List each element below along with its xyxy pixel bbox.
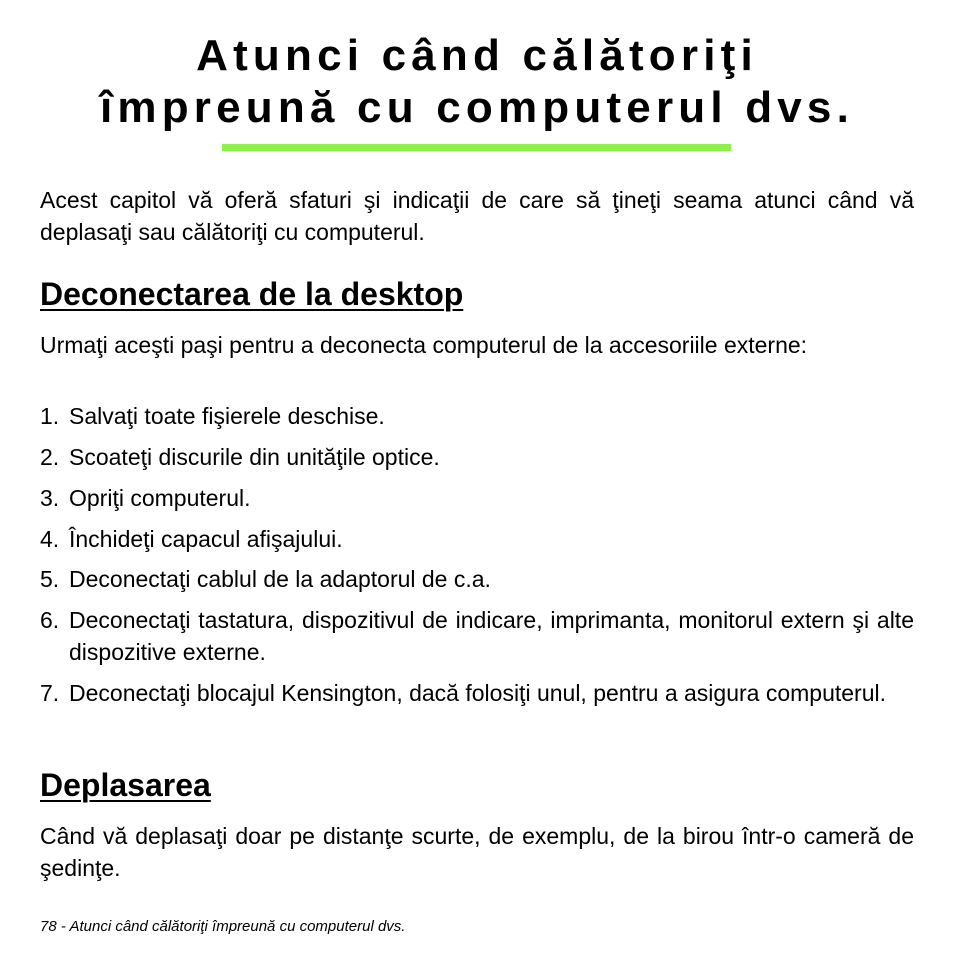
section-heading-travel: Deplasarea <box>40 767 211 803</box>
list-item-text: Deconectaţi cablul de la adaptorul de c.a. <box>69 566 491 592</box>
list-item-number: 2. <box>40 444 60 470</box>
list-item <box>40 563 914 595</box>
list-item <box>40 523 914 555</box>
list-item-number: 4. <box>40 526 60 552</box>
section-heading-block <box>40 275 914 313</box>
list-item <box>40 677 914 709</box>
intro-paragraph-block <box>40 184 914 248</box>
page-title-line-2: împreună cu computerul dvs. <box>99 83 855 132</box>
title-underline-bar <box>222 144 731 151</box>
section-lead-block <box>40 329 914 361</box>
section-heading-disconnect: Deconectarea de la desktop <box>40 276 464 312</box>
list-item <box>40 604 914 668</box>
list-item-number: 6. <box>40 607 60 633</box>
list-item-text: Opriţi computerul. <box>69 485 251 511</box>
list-item-text: Salvaţi toate fişierele deschise. <box>69 403 385 429</box>
intro-paragraph: Acest capitol vă oferă sfaturi şi indicaţii de care să ţineţi seama atunci când vă deplasaţi sau călătoriţi cu computerul. <box>40 187 914 245</box>
section2-heading-block <box>40 766 914 804</box>
page-title <box>40 30 914 134</box>
list-item <box>40 400 914 432</box>
list-item-number: 7. <box>40 680 60 706</box>
section-lead-paragraph: Urmaţi aceşti paşi pentru a deconecta computerul de la accesoriile externe: <box>40 332 808 358</box>
page-title-line-1: Atunci când călătoriţi <box>196 31 758 80</box>
list-item <box>40 482 914 514</box>
page-footer: 78 - Atunci când călătoriţi împreună cu computerul dvs. <box>40 918 406 935</box>
list-item <box>40 441 914 473</box>
list-item-text: Deconectaţi blocajul Kensington, dacă folosiţi unul, pentru a asigura computerul. <box>69 680 886 706</box>
list-item-number: 1. <box>40 403 60 429</box>
list-item-number: 5. <box>40 566 60 592</box>
section2-paragraph-block <box>40 820 914 884</box>
list-item-text: Închideţi capacul afişajului. <box>69 526 343 552</box>
section2-paragraph: Când vă deplasaţi doar pe distanţe scurte, de exemplu, de la birou într-o cameră de şedinţe. <box>40 823 914 881</box>
list-item-text: Scoateţi discurile din unităţile optice. <box>69 444 440 470</box>
list-item-number: 3. <box>40 485 60 511</box>
list-item-text: Deconectaţi tastatura, dispozitivul de indicare, imprimanta, monitorul extern şi alte dispozitive externe. <box>69 607 914 665</box>
